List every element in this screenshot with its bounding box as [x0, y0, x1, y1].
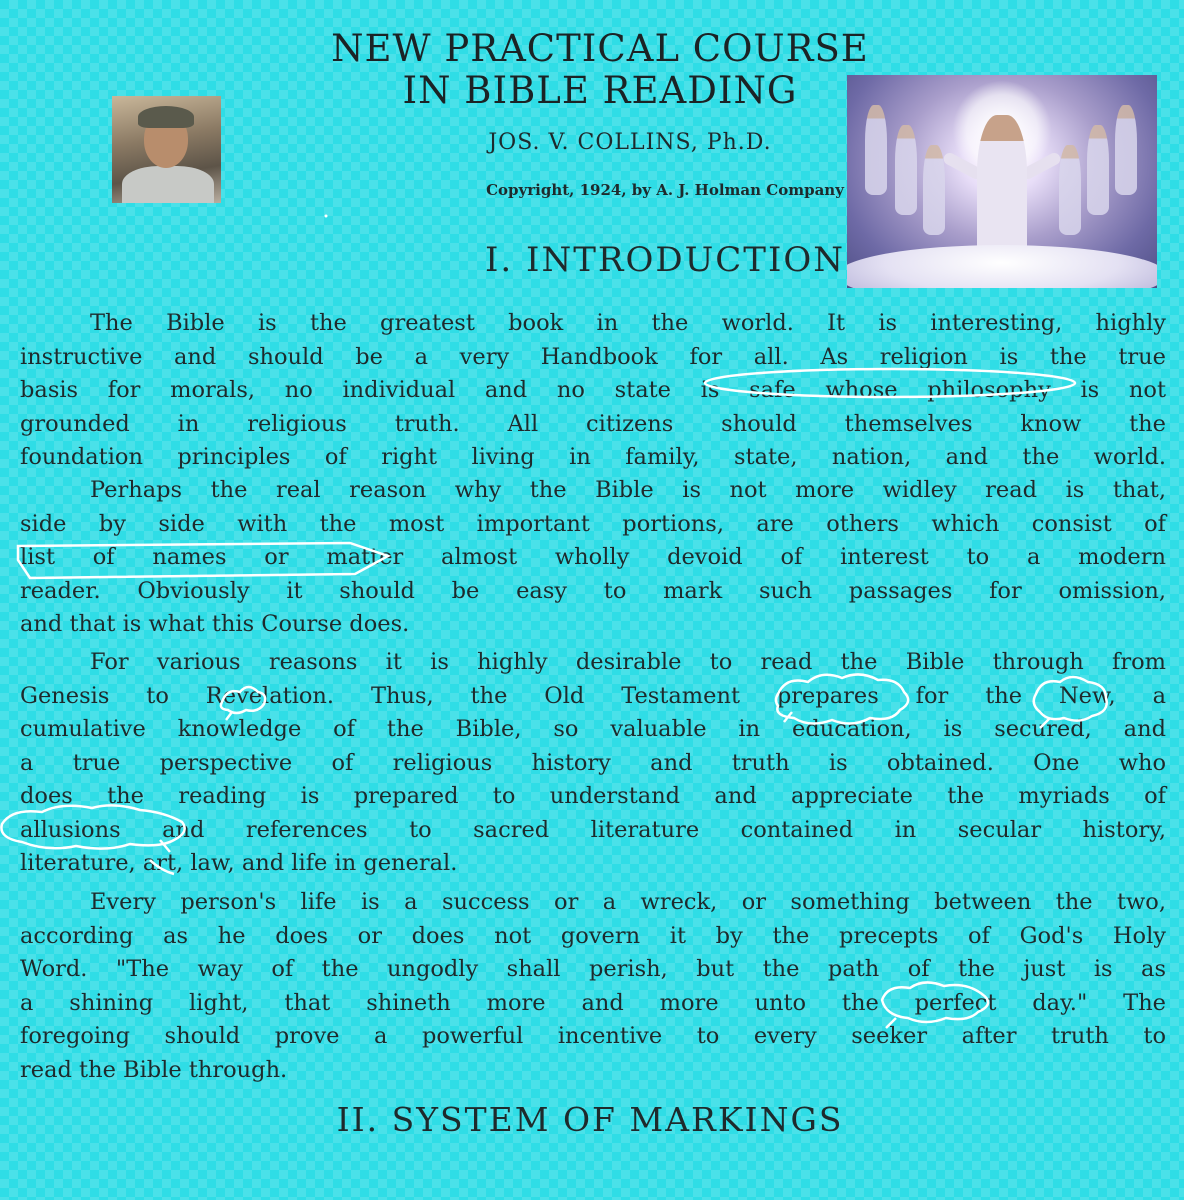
text-line: a shining light, that shineth more and more unto the perfect day." The [20, 989, 1166, 1016]
text-line: reader. Obviously it should be easy to mark such passages for omission, [20, 577, 1166, 604]
text-line: side by side with the most important portions, are others which consist of [20, 510, 1166, 537]
section-heading-system-of-markings: II. SYSTEM OF MARKINGS [336, 1100, 844, 1139]
text-line: and that is what this Course does. [20, 611, 410, 637]
title-line-1: NEW PRACTICAL COURSE [331, 27, 869, 70]
text-line: a true perspective of religious history and truth is obtained. One who [20, 749, 1166, 776]
text-line: instructive and should be a very Handbook for all. As religion is the true [20, 343, 1166, 370]
speck-mark [325, 215, 328, 218]
paragraph-1 [20, 307, 1166, 475]
text-line: literature, art, law, and life in general. [20, 850, 458, 876]
text-line: Perhaps the real reason why the Bible is not more widley read is that, [90, 477, 1166, 503]
text-line: Word. "The way of the ungodly shall perish, but the path of the just is as [20, 956, 1166, 982]
text-line: For various reasons it is highly desirable to read the Bible through from [90, 649, 1166, 675]
text-line: allusions and references to sacred literature contained in secular history, [20, 816, 1166, 843]
section-heading-introduction: I. INTRODUCTION [484, 240, 846, 280]
text-line: list of names or matter almost wholly devoid of interest to a modern [20, 544, 1166, 570]
paragraph-2 [20, 474, 1166, 642]
text-line: cumulative knowledge of the Bible, so valuable in education, is secured, and [20, 716, 1166, 742]
text-line: foregoing should prove a powerful incentive to every seeker after truth to [20, 1023, 1166, 1049]
author: JOS. V. COLLINS, Ph.D. [488, 130, 772, 155]
text-line: read the Bible through. [20, 1056, 288, 1083]
text-line: Genesis to Revelation. Thus, the Old Testament prepares for the New, a [20, 682, 1166, 709]
text-line: foundation principles of right living in family, state, nation, and the world. [20, 444, 1166, 470]
portrait-photo [112, 96, 221, 203]
paragraph-3 [20, 646, 1166, 881]
title-line-2: IN BIBLE READING [402, 69, 798, 112]
text-line: grounded in religious truth. All citizens should themselves know the [20, 410, 1166, 437]
text-line: Every person's life is a success or a wreck, or something between the two, [90, 889, 1166, 915]
text-line: according as he does or does not govern it by the precepts of God's Holy [20, 922, 1166, 949]
text-line: basis for morals, no individual and no state is safe whose philosophy is not [20, 377, 1166, 403]
text-line: The Bible is the greatest book in the world. It is interesting, highly [90, 310, 1166, 336]
text-line: does the reading is prepared to understand and appreciate the myriads of [20, 783, 1166, 809]
copyright-notice: Copyright, 1924, by A. J. Holman Company [486, 181, 844, 199]
paragraph-4 [20, 886, 1166, 1087]
